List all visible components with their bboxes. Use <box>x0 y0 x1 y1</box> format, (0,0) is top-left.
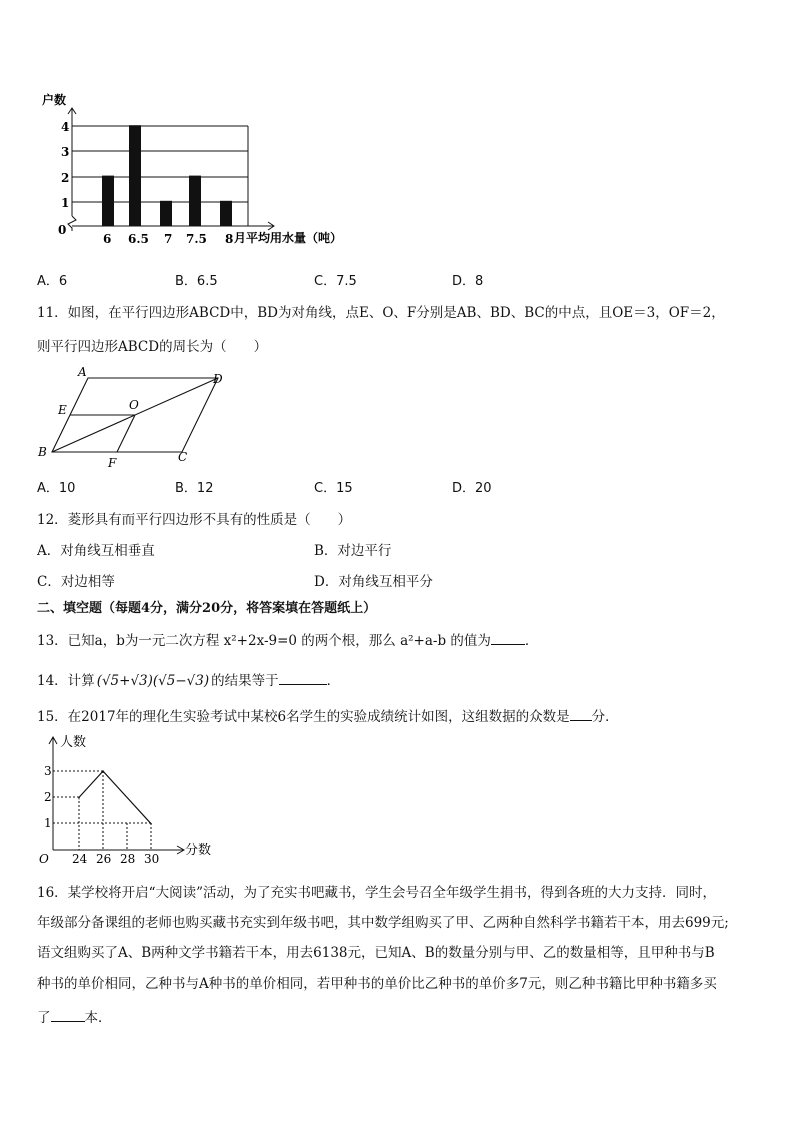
q10-option-d: D．8 <box>452 274 484 289</box>
vertex-label-d: D <box>213 372 223 386</box>
q16-line3: 语文组购买了A、B两种文学书籍若干本，用去6138元，已知A、B的数量分别与甲、乙的数量相等，且甲种书与B <box>37 945 715 961</box>
point-label-f: F <box>108 456 117 470</box>
q14-answer-blank <box>279 671 327 685</box>
q14-stem: 14．计算 <box>37 673 95 689</box>
line-chart-point-24 <box>78 797 80 799</box>
bar-chart-x-tick: 6.5 <box>128 232 149 246</box>
line-chart-guides <box>53 771 151 850</box>
q14-result-text: 的结果等于 <box>211 673 279 689</box>
q11-stem-line2: 则平行四边形ABCD的周长为（ ） <box>37 339 268 355</box>
bar-chart-x-tick: 6 <box>103 232 112 246</box>
bar-chart-y-tick: 2 <box>61 171 70 185</box>
q16-line1: 16．某学校将开启“大阅读”活动，为了充实书吧藏书，学生会号召全年级学生捐书，得到各班的大力支持．同时， <box>37 885 716 901</box>
q11-option-c: C．15 <box>314 481 353 496</box>
line-chart-y-tick: 2 <box>44 790 52 804</box>
q13-answer-blank <box>491 631 525 645</box>
line-chart-y-title: 人数 <box>60 735 87 750</box>
q12-option-a: A．对角线互相垂直 <box>37 543 155 559</box>
q10-option-a: A．6 <box>37 274 68 289</box>
line-chart-point-30 <box>150 823 152 825</box>
line-chart-point-26 <box>102 770 104 772</box>
q15-answer-blank <box>570 707 592 721</box>
q16-line5-end: 本． <box>84 1010 112 1026</box>
vertex-label-b: B <box>38 445 47 459</box>
bar-chart-y-tick: 3 <box>61 145 70 159</box>
line-chart-x-tick: 26 <box>96 852 112 866</box>
q16-answer-blank <box>51 1008 85 1022</box>
bar-8 <box>220 201 232 226</box>
q13-stem: 13．已知a，b为一元二次方程 x²+2x-9=0 的两个根，那么 a²+a-b 的值为 <box>37 633 491 649</box>
bar-chart-y-title: 户数 <box>42 93 67 107</box>
q12-stem: 12．菱形具有而平行四边形不具有的性质是（ ） <box>37 512 352 528</box>
bar-7.5 <box>189 176 201 226</box>
q16-line4: 种书的单价相同，乙种书与A种书的单价相同，若甲种书的单价比乙种书的单价多7元，则乙种书籍比甲种书籍多买 <box>37 976 717 992</box>
line-chart-y-tick: 1 <box>44 816 52 830</box>
bar-chart-y-tick: 4 <box>61 120 70 134</box>
q12-option-b: B．对边平行 <box>314 543 392 559</box>
bar-chart-x-tick: 8 <box>225 232 234 246</box>
q11-option-d: D．20 <box>452 481 492 496</box>
parallelogram-figure <box>30 365 240 473</box>
line-chart-x-tick: 30 <box>144 852 160 866</box>
q14-expression: (√5+√3)(√5−√3) <box>96 673 210 689</box>
q16-line5-start: 了 <box>37 1010 51 1026</box>
q13-line <box>37 631 538 650</box>
q16-line2: 年级部分备课组的老师也购买藏书充实到年级书吧，其中数学组购买了甲、乙两种自然科学书籍若干本，用去699元; <box>37 915 729 931</box>
water-usage-bar-chart <box>30 88 360 253</box>
q10-option-b: B．6.5 <box>175 274 218 289</box>
q12-option-d: D．对角线互相平分 <box>314 574 433 590</box>
q16-line5 <box>37 1008 112 1027</box>
q11-stem-line1: 11．如图，在平行四边形ABCD中，BD为对角线，点E、O、F分别是AB、BD、BC的中点，且OE＝3，OF＝2， <box>37 305 725 321</box>
q13-end: ． <box>524 633 539 649</box>
section-heading-fill-in: 二、填空题（每题4分，满分20分，将答案填在答题纸上） <box>37 601 377 616</box>
q12-option-c: C．对边相等 <box>37 574 115 590</box>
q11-option-a: A．10 <box>37 481 76 496</box>
line-chart-x-tick: 28 <box>120 852 136 866</box>
q11-option-b: B．12 <box>175 481 214 496</box>
line-chart-x-title: 分数 <box>185 843 212 858</box>
line-chart-y-tick: 3 <box>44 764 52 778</box>
q15-stem: 15．在2017年的理化生实验考试中某校6名学生的实验成绩统计如图，这组数据的众数是 <box>37 709 570 725</box>
point-label-o: O <box>129 398 139 412</box>
vertex-label-c: C <box>178 450 188 464</box>
bar-6 <box>102 176 114 226</box>
bar-chart-x-tick: 7 <box>164 232 173 246</box>
score-line-chart <box>35 732 220 867</box>
bar-chart-x-title: 月平均用水量（吨） <box>234 231 343 245</box>
q15-end: 分． <box>591 709 619 725</box>
bar-chart-bars <box>102 125 232 226</box>
q15-line <box>37 707 619 726</box>
bar-chart-x-tick: 7.5 <box>186 232 207 246</box>
bar-7 <box>160 201 172 226</box>
bar-chart-y-tick: 0 <box>58 223 67 237</box>
q10-option-c: C．7.5 <box>314 274 357 289</box>
line-chart-origin: O <box>39 852 49 866</box>
point-label-e: E <box>58 403 67 417</box>
segment-of <box>117 415 135 452</box>
q14-end: ． <box>326 673 341 689</box>
q14-line <box>37 671 340 690</box>
line-chart-series <box>78 770 152 824</box>
vertex-label-a: A <box>78 365 87 379</box>
bar-6.5 <box>129 125 141 226</box>
bar-chart-y-tick: 1 <box>61 196 70 210</box>
line-chart-polyline <box>79 771 151 824</box>
line-chart-x-tick: 24 <box>72 852 88 866</box>
